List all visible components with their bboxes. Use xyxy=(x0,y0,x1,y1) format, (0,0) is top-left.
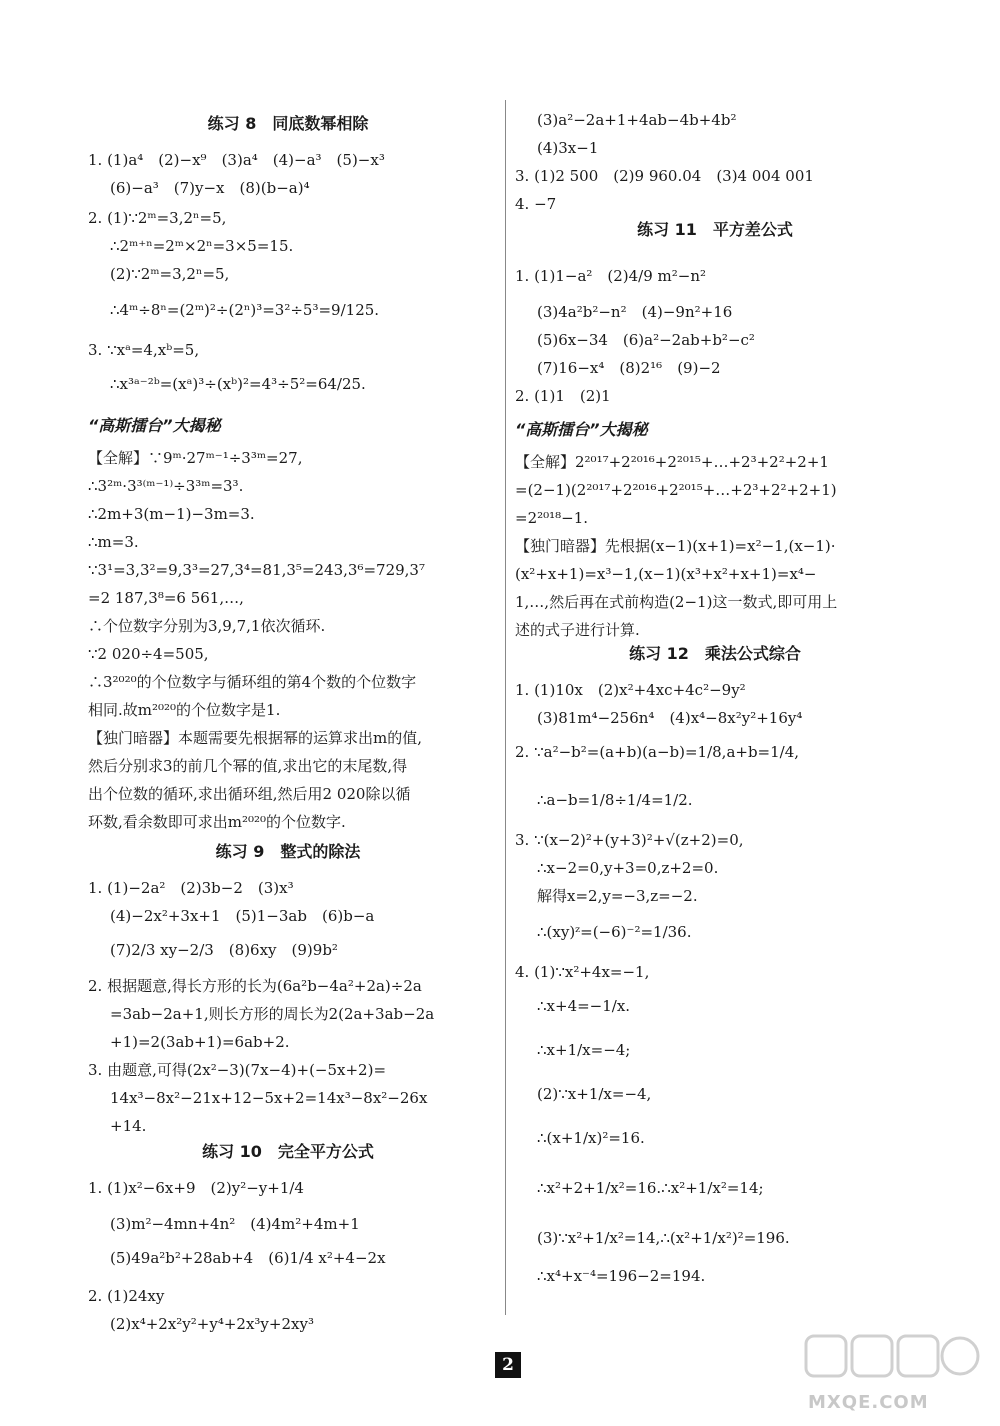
answer-line: ∴个位数字分别为3,9,7,1依次循环. xyxy=(88,617,326,635)
answer-line: ∴x²+2+1/x²=16.∴x²+1/x²=14; xyxy=(537,1179,764,1197)
section-title: 练习 11 平方差公式 xyxy=(637,220,793,239)
answer-line: ∴a−b=1/8÷1/4=1/2. xyxy=(537,791,693,809)
answer-line: (6)−a³ (7)y−x (8)(b−a)⁴ xyxy=(110,179,310,197)
answer-line: 4. (1)∵x²+4x=−1, xyxy=(515,963,650,981)
answer-line: (x²+x+1)=x³−1,(x−1)(x³+x²+x+1)=x⁴− xyxy=(515,565,817,583)
section-title: 练习 9 整式的除法 xyxy=(215,842,361,861)
answer-line: 2. (1)∵2ᵐ=3,2ⁿ=5, xyxy=(88,209,227,227)
answer-line: (3)81m⁴−256n⁴ (4)x⁴−8x²y²+16y⁴ xyxy=(537,709,803,727)
answer-line: ∴m=3. xyxy=(88,533,139,551)
subsection-heading: “高斯擂台”大揭秘 xyxy=(88,416,221,435)
answer-line: ∴x+1/x=−4; xyxy=(537,1041,631,1059)
answer-line: 【独门暗器】本题需要先根据幂的运算求出m的值, xyxy=(88,729,422,747)
answer-line: 环数,看余数即可求出m²⁰²⁰的个位数字. xyxy=(88,813,346,831)
answer-line: 4. −7 xyxy=(515,195,557,213)
section-title: 练习 10 完全平方公式 xyxy=(202,1142,374,1161)
answer-line: (3)4a²b²−n² (4)−9n²+16 xyxy=(537,303,733,321)
answer-line: =3ab−2a+1,则长方形的周长为2(2a+3ab−2a xyxy=(110,1005,435,1023)
answer-line: 2. (1)24xy xyxy=(88,1287,165,1305)
answer-line: +14. xyxy=(110,1117,147,1135)
answer-line: (2)∵2ᵐ=3,2ⁿ=5, xyxy=(110,265,230,283)
answer-line: 2. 根据题意,得长方形的长为(6a²b−4a²+2a)÷2a xyxy=(88,977,422,995)
answer-line: 相同.故m²⁰²⁰的个位数字是1. xyxy=(88,701,281,719)
section-title: 练习 12 乘法公式综合 xyxy=(629,644,801,663)
answer-line: 1. (1)a⁴ (2)−x⁹ (3)a⁴ (4)−a³ (5)−x³ xyxy=(88,151,385,169)
answer-line: ∴x+4=−1/x. xyxy=(537,997,631,1015)
column-divider xyxy=(505,100,506,1315)
answer-line: 解得x=2,y=−3,z=−2. xyxy=(537,887,698,905)
page-number: 2 xyxy=(495,1352,521,1378)
answer-line: 1. (1)x²−6x+9 (2)y²−y+1/4 xyxy=(88,1179,304,1197)
answer-line: ∴3²⁰²⁰的个位数字与循环组的第4个数的个位数字 xyxy=(88,673,417,691)
answer-line: 出个位数的循环,求出循环组,然后用2 020除以循 xyxy=(88,785,411,803)
answer-line: (7)2/3 xy−2/3 (8)6xy (9)9b² xyxy=(110,941,338,959)
answer-line: ∴x⁴+x⁻⁴=196−2=194. xyxy=(537,1267,706,1285)
answer-line: 3. 由题意,可得(2x²−3)(7x−4)+(−5x+2)= xyxy=(88,1061,387,1079)
answer-line: ∴x³ᵃ⁻²ᵇ=(xᵃ)³÷(xᵇ)²=4³÷5²=64/25. xyxy=(110,375,366,393)
watermark-text: MXQE.COM xyxy=(808,1392,929,1413)
answer-line: (2)∵x+1/x=−4, xyxy=(537,1085,652,1103)
answer-line: ∵3¹=3,3²=9,3³=27,3⁴=81,3⁵=243,3⁶=729,3⁷ xyxy=(88,561,425,579)
answer-line: 【全解】∵9ᵐ·27ᵐ⁻¹÷3³ᵐ=27, xyxy=(88,449,303,467)
answer-line: 14x³−8x²−21x+12−5x+2=14x³−8x²−26x xyxy=(110,1089,428,1107)
answer-line: 1. (1)1−a² (2)4/9 m²−n² xyxy=(515,267,707,285)
subsection-heading: “高斯擂台”大揭秘 xyxy=(515,420,648,439)
answer-line: (3)∵x²+1/x²=14,∴(x²+1/x²)²=196. xyxy=(537,1229,790,1247)
section-title: 练习 8 同底数幂相除 xyxy=(207,114,369,133)
answer-line: (4)−2x²+3x+1 (5)1−3ab (6)b−a xyxy=(110,907,375,925)
answer-line: ∴x−2=0,y+3=0,z+2=0. xyxy=(537,859,719,877)
answer-line: (4)3x−1 xyxy=(537,139,599,157)
answer-line: 2. (1)1 (2)1 xyxy=(515,387,611,405)
answer-line: (3)a²−2a+1+4ab−4b+4b² xyxy=(537,111,737,129)
answer-line: (5)49a²b²+28ab+4 (6)1/4 x²+4−2x xyxy=(110,1249,386,1267)
answer-line: +1)=2(3ab+1)=6ab+2. xyxy=(110,1033,290,1051)
answer-line: ∴(x+1/x)²=16. xyxy=(537,1129,645,1147)
answer-line: 3. ∵(x−2)²+(y+3)²+√(z+2)=0, xyxy=(515,831,744,849)
answer-line: ∴(xy)ᶻ=(−6)⁻²=1/36. xyxy=(537,923,692,941)
answer-line: 1. (1)−2a² (2)3b−2 (3)x³ xyxy=(88,879,294,897)
answer-line: 然后分别求3的前几个幂的值,求出它的末尾数,得 xyxy=(88,757,408,775)
answer-line: ∴2m+3(m−1)−3m=3. xyxy=(88,505,255,523)
answer-line: 3. ∵xᵃ=4,xᵇ=5, xyxy=(88,341,200,359)
answer-line: ∴3²ᵐ·3³⁽ᵐ⁻¹⁾÷3³ᵐ=3³. xyxy=(88,477,244,495)
answer-line: 1. (1)10x (2)x²+4xc+4c²−9y² xyxy=(515,681,746,699)
answer-line: 述的式子进行计算. xyxy=(515,621,640,639)
answer-line: ∴2ᵐ⁺ⁿ=2ᵐ×2ⁿ=3×5=15. xyxy=(110,237,294,255)
answer-line: 3. (1)2 500 (2)9 960.04 (3)4 004 001 xyxy=(515,167,814,185)
answer-line: 1,…,然后再在式前构造(2−1)这一数式,即可用上 xyxy=(515,593,838,611)
answer-line: =2 187,3⁸=6 561,…, xyxy=(88,589,244,607)
answer-line: 2. ∵a²−b²=(a+b)(a−b)=1/8,a+b=1/4, xyxy=(515,743,800,761)
answer-line: ∵2 020÷4=505, xyxy=(88,645,209,663)
answer-line: =(2−1)(2²⁰¹⁷+2²⁰¹⁶+2²⁰¹⁵+…+2³+2²+2+1) xyxy=(515,481,837,499)
answer-line: (7)16−x⁴ (8)2¹⁶ (9)−2 xyxy=(537,359,721,377)
answer-line: (2)x⁴+2x²y²+y⁴+2x³y+2xy³ xyxy=(110,1315,314,1333)
answer-line: 【全解】2²⁰¹⁷+2²⁰¹⁶+2²⁰¹⁵+…+2³+2²+2+1 xyxy=(515,453,829,471)
answer-line: (5)6x−34 (6)a²−2ab+b²−c² xyxy=(537,331,755,349)
answer-line: ∴4ᵐ÷8ⁿ=(2ᵐ)²÷(2ⁿ)³=3²÷5³=9/125. xyxy=(110,301,380,319)
answer-line: (3)m²−4mn+4n² (4)4m²+4m+1 xyxy=(110,1215,360,1233)
answer-line: 【独门暗器】先根据(x−1)(x+1)=x²−1,(x−1)· xyxy=(515,537,836,555)
answer-line: =2²⁰¹⁸−1. xyxy=(515,509,589,527)
